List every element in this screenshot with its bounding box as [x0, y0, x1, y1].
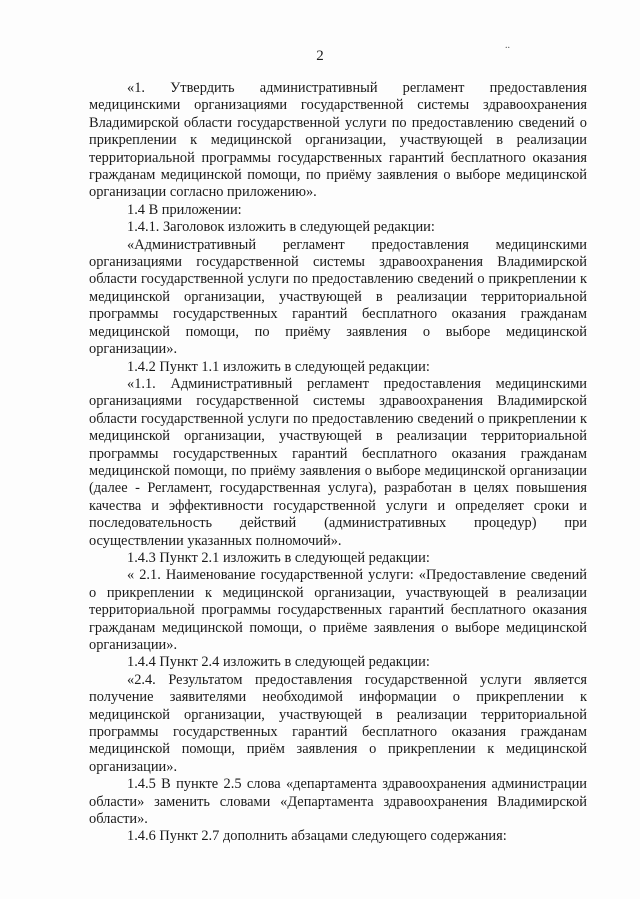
paragraph-1-1-text: «1.1. Административный регламент предоставления медицинскими организациями государственной системы здравоохранения Владимирской области государственной услуги по предоставлению сведений о прикреплении к медицинской организации, участвующей в реализации территориальной программы государственных гарантий бесплатного оказания гражданам медицинской помощи, по приёму заявления о выборе медицинской организации (далее - Регламент, государственная услуга), разработан в целях повышения качества и эффективности государственной услуги и определяет сроки и последовательность действий (административных процедур) при осуществлении указанных полномочий».	[89, 375, 587, 549]
paragraph-1-4-6: 1.4.6 Пункт 2.7 дополнить абзацами следующего содержания:	[127, 828, 507, 845]
paragraph-approve-regulation: «1. Утвердить административный регламент предоставления медицинскими организациями государственной системы здравоохранения Владимирской области государственной услуги по предоставлению сведений о прикреплении к медицинской организации, участвующей в реализации территориальной программы государственных гарантий бесплатного оказания гражданам медицинской помощи, по приёму заявления о выборе медицинской организации согласно приложению».	[89, 80, 587, 201]
paragraph-2-4-text: «2.4. Результатом предоставления государственной услуги является получение заявителями необходимой информации о прикреплении к медицинской организации, участвующей в реализации территориальной программы государственных гарантий бесплатного оказания гражданам медицинской помощи, приём заявления о прикреплении к медицинской организации».	[89, 671, 587, 775]
paragraph-in-appendix: 1.4 В приложении:	[127, 201, 242, 218]
corner-mark: ..	[505, 40, 510, 51]
paragraph-1-4-2: 1.4.2 Пункт 1.1 изложить в следующей редакции:	[127, 358, 430, 375]
paragraph-2-1-text: « 2.1. Наименование государственной услуги: «Предоставление сведений о прикреплении к медицинской организации, участвующей в реализации территориальной программы государственных гарантий бесплатного оказания гражданам медицинской помощи, о приёме заявления о выборе медицинской организации».	[89, 567, 587, 653]
paragraph-1-4-3: 1.4.3 Пункт 2.1 изложить в следующей редакции:	[127, 549, 430, 566]
paragraph-1-4-1: 1.4.1. Заголовок изложить в следующей редакции:	[127, 219, 435, 236]
page-number: 2	[316, 48, 324, 64]
document-body	[89, 80, 587, 846]
paragraph-1-4-4: 1.4.4 Пункт 2.4 изложить в следующей редакции:	[127, 654, 430, 671]
paragraph-title-text: «Административный регламент предоставления медицинскими организациями государственной системы здравоохранения Владимирской области государственной услуги по предоставлению сведений о прикреплении к медицинской организации, участвующей в реализации территориальной программы государственных гарантий бесплатного оказания гражданам медицинской помощи, по приёму заявления о выборе медицинской организации».	[89, 236, 587, 358]
paragraph-1-4-5: 1.4.5 В пункте 2.5 слова «департамента здравоохранения администрации области» заменить словами «Департамента здравоохранения Владимирской области».	[89, 776, 587, 828]
